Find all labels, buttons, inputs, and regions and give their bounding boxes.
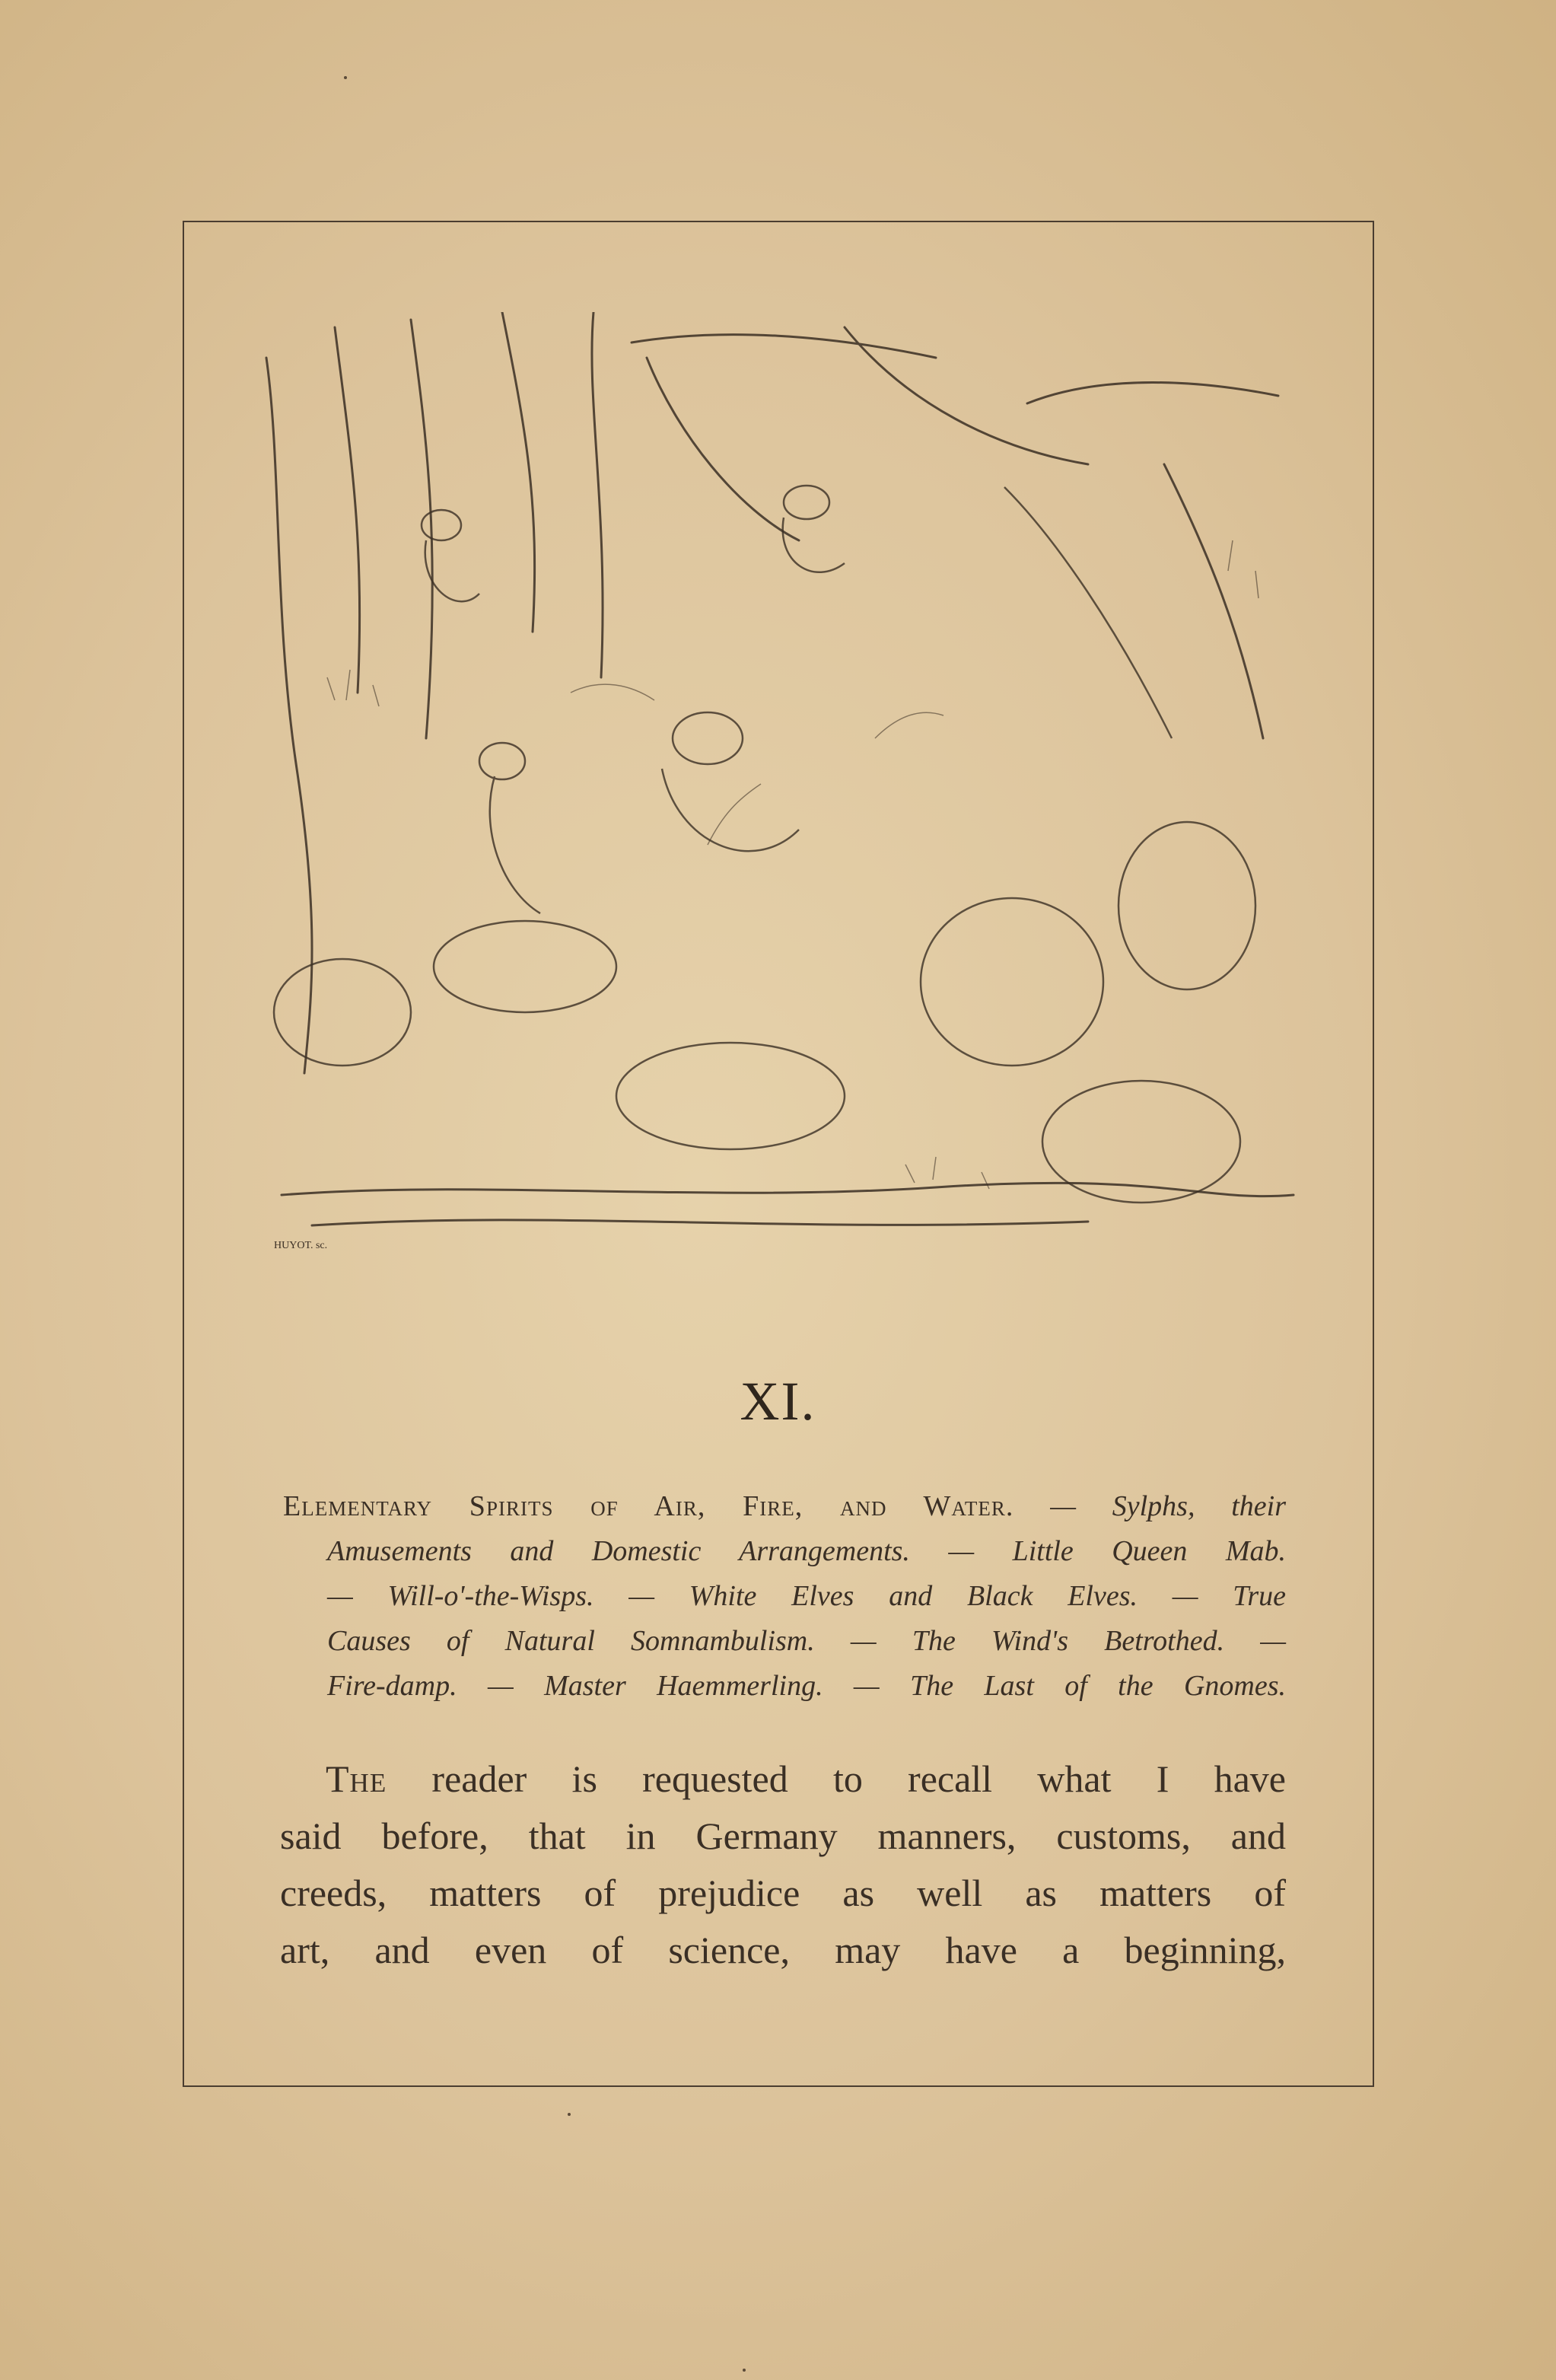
tree-trunk <box>335 327 360 693</box>
ground <box>282 1183 1293 1196</box>
hatching <box>327 540 1258 1189</box>
sylph-figure <box>784 486 829 519</box>
engraving-illustration <box>251 312 1309 1263</box>
leopard-figure <box>434 921 616 1012</box>
engraver-signature: HUYOT. sc. <box>274 1240 328 1251</box>
sylph-figure-body <box>783 518 845 572</box>
chapter-number: XI. <box>740 1371 816 1432</box>
horned-creature-figure <box>921 898 1103 1066</box>
bacchante-figure <box>1118 822 1255 989</box>
summary-line <box>283 1619 1286 1664</box>
summary-line <box>283 1664 1286 1709</box>
summary-line-text: Causes of Natural Somnambulism. — The Wind's Betrothed. — <box>327 1625 1286 1657</box>
summary-line-text: — Will-o'-the-Wisps. — White Elves and Black Elves. — True <box>327 1580 1286 1612</box>
nymph-figure <box>479 743 525 779</box>
branch <box>632 335 936 358</box>
flying-witch-figure <box>1004 487 1172 738</box>
goat-figure <box>1042 1081 1240 1203</box>
branch <box>647 358 799 540</box>
first-word: The <box>326 1757 387 1800</box>
satyr-musician-figure <box>274 959 411 1066</box>
body-line: art, and even of science, may have a beginning, <box>280 1929 1286 1971</box>
tree-trunk-left <box>266 358 312 1073</box>
ground <box>312 1220 1088 1225</box>
foliage-strokes <box>571 684 943 845</box>
summary-line-text: Fire-damp. — Master Haemmerling. — The Last of the Gnomes. <box>327 1670 1286 1702</box>
summary-line <box>283 1529 1286 1574</box>
tree-trunk <box>592 312 603 677</box>
branch <box>1027 383 1278 404</box>
tree-trunk-right <box>1164 464 1263 738</box>
cherub-figure <box>422 510 461 540</box>
chapter-summary <box>283 1484 1286 1709</box>
summary-line <box>283 1574 1286 1619</box>
page-speck <box>344 76 347 79</box>
summary-heading: Elementary Spirits of Air, Fire, and Water. <box>283 1490 1014 1522</box>
dancing-figure <box>673 712 743 764</box>
summary-line-text: Amusements and Domestic Arrangements. — Little Queen Mab. <box>327 1535 1286 1567</box>
body-line: said before, that in Germany manners, customs, and <box>280 1814 1286 1857</box>
body-paragraph <box>280 1751 1286 1979</box>
nymph-figure-body <box>490 776 540 913</box>
engraving-svg <box>251 312 1309 1263</box>
page-speck <box>743 2369 746 2372</box>
summary-line-rest: — Sylphs, their <box>1013 1490 1286 1522</box>
tree-trunk <box>502 312 535 632</box>
summary-line <box>283 1484 1286 1529</box>
body-line-text: reader is requested to recall what I have <box>387 1757 1286 1800</box>
body-line <box>280 1751 1286 1808</box>
reclining-faun-figure <box>616 1043 845 1149</box>
page-speck <box>568 2113 571 2116</box>
body-line: creeds, matters of prejudice as well as matters of <box>280 1872 1286 1914</box>
